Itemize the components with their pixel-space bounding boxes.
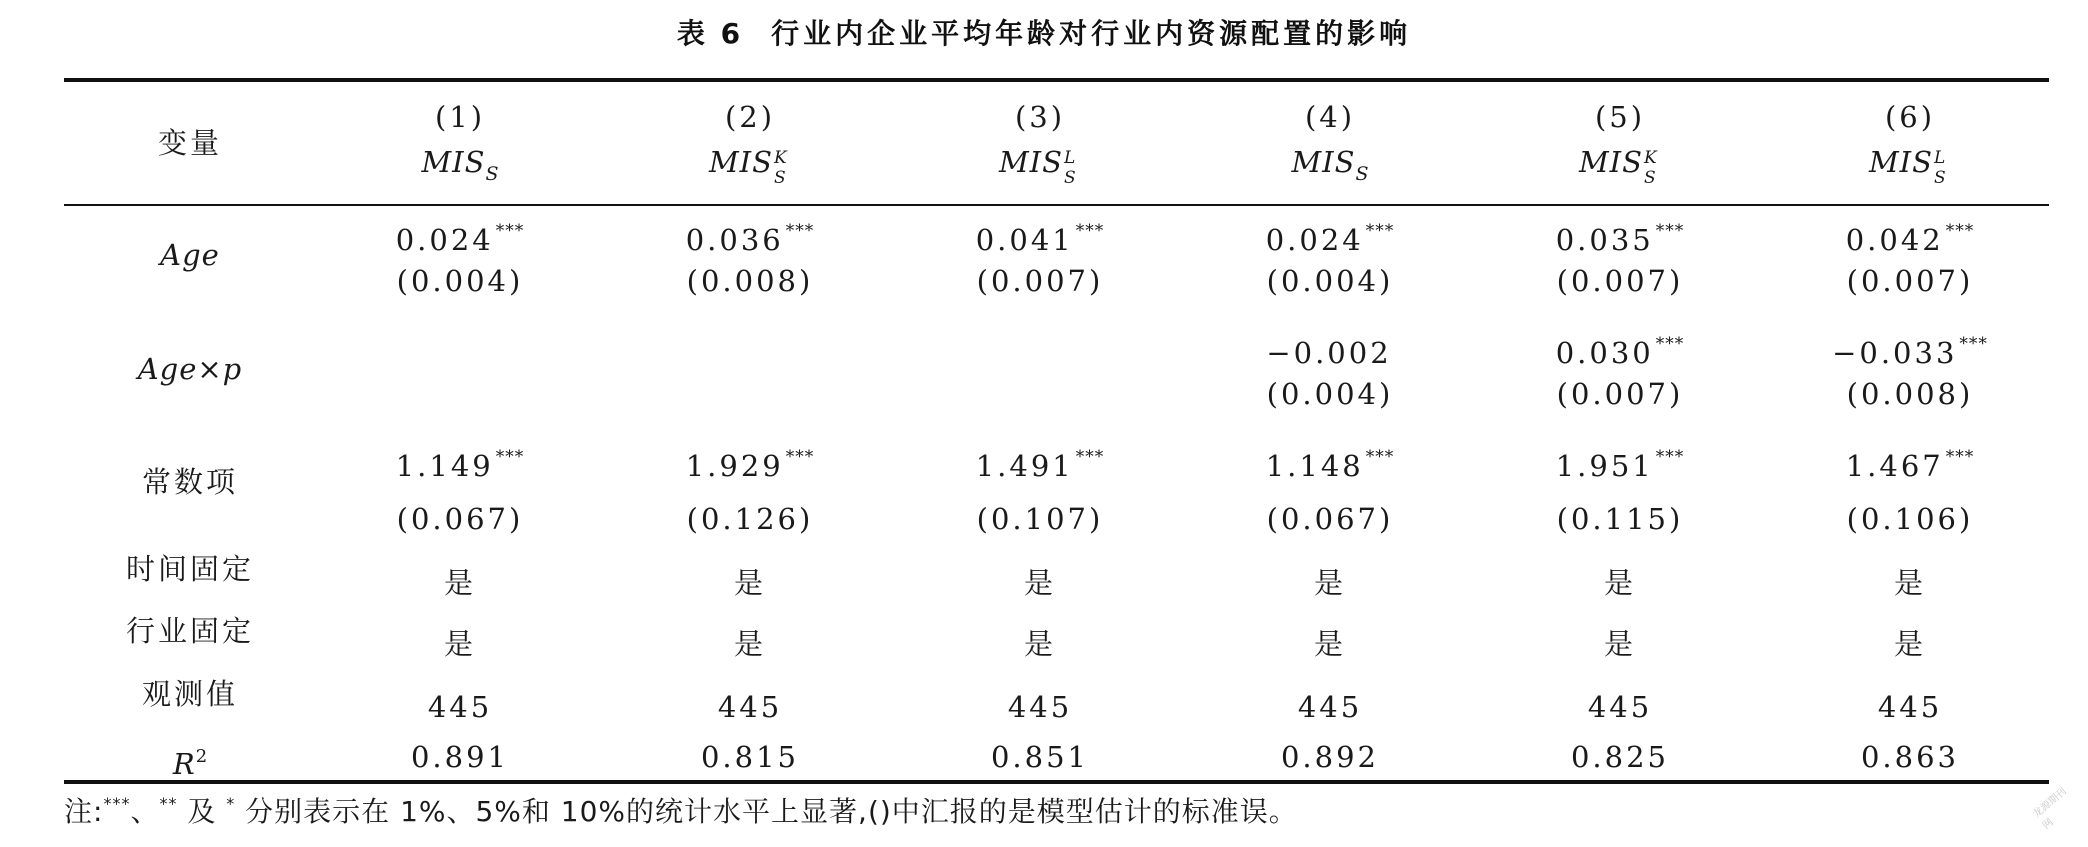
observation-count: 445 <box>1007 690 1073 724</box>
r-squared-value: 0.863 <box>1860 740 1960 774</box>
row-label-constant: 常数项 <box>141 465 238 499</box>
standard-error: (0.004) <box>1266 377 1394 411</box>
standard-error: (0.008) <box>686 264 814 298</box>
row-label-r-squared: $R^2$ <box>172 746 208 781</box>
column-number: (1) <box>434 100 486 134</box>
variable-header: 变量 <box>157 126 222 160</box>
coefficient: 1.929 *** <box>685 447 815 483</box>
column-dependent-variable: MIS K S <box>708 145 787 188</box>
r-squared-value: 0.851 <box>990 740 1090 774</box>
standard-error: (0.007) <box>976 264 1104 298</box>
coefficient: 1.491 *** <box>975 447 1105 483</box>
fixed-effect-flag: 是 <box>1313 566 1346 600</box>
fixed-effect-flag: 是 <box>443 566 476 600</box>
coefficient: 0.024 *** <box>395 221 525 257</box>
column-number: (5) <box>1594 100 1646 134</box>
coefficient: 1.951 *** <box>1555 447 1685 483</box>
r-squared-value: 0.825 <box>1570 740 1670 774</box>
observation-count: 445 <box>1587 690 1653 724</box>
fixed-effect-flag: 是 <box>1893 566 1926 600</box>
column-dependent-variable: $MIS_S$ <box>421 145 499 185</box>
standard-error: (0.126) <box>686 502 814 536</box>
standard-error: (0.107) <box>976 502 1104 536</box>
coefficient: 0.024 *** <box>1265 221 1395 257</box>
standard-error: (0.067) <box>396 502 524 536</box>
fixed-effect-flag: 是 <box>1313 627 1346 661</box>
table-title <box>0 12 2088 52</box>
bottom-rule <box>64 780 2049 784</box>
row-label-industry-fixed: 行业固定 <box>125 614 254 648</box>
fixed-effect-flag: 是 <box>443 627 476 661</box>
coefficient: −0.033 *** <box>1832 334 1988 370</box>
fixed-effect-flag: 是 <box>733 627 766 661</box>
fixed-effect-flag: 是 <box>1023 627 1056 661</box>
observation-count: 445 <box>1877 690 1943 724</box>
watermark: 龙源期刊网 <box>2031 786 2069 832</box>
observation-count: 445 <box>717 690 783 724</box>
r-squared-value: 0.891 <box>410 740 510 774</box>
observation-count: 445 <box>427 690 493 724</box>
standard-error: (0.007) <box>1556 264 1684 298</box>
row-label-observations: 观测值 <box>141 677 238 711</box>
coefficient: 0.042 *** <box>1845 221 1975 257</box>
column-dependent-variable: MIS K S <box>1578 145 1657 188</box>
standard-error: (0.007) <box>1846 264 1974 298</box>
column-dependent-variable: MIS L S <box>1868 145 1946 188</box>
standard-error: (0.067) <box>1266 502 1394 536</box>
top-rule <box>64 78 2049 82</box>
standard-error: (0.004) <box>1266 264 1394 298</box>
standard-error: (0.004) <box>396 264 524 298</box>
column-number: (2) <box>724 100 776 134</box>
fixed-effect-flag: 是 <box>1603 566 1636 600</box>
coefficient: 0.030 *** <box>1555 334 1685 370</box>
column-number: (6) <box>1884 100 1936 134</box>
coefficient: 1.148 *** <box>1265 447 1395 483</box>
coefficient: 0.036 *** <box>685 221 815 257</box>
row-label-time-fixed: 时间固定 <box>125 552 254 586</box>
standard-error: (0.007) <box>1556 377 1684 411</box>
fixed-effect-flag: 是 <box>1023 566 1056 600</box>
standard-error: (0.106) <box>1846 502 1974 536</box>
fixed-effect-flag: 是 <box>1603 627 1636 661</box>
column-dependent-variable: MIS L S <box>998 145 1076 188</box>
r-squared-value: 0.892 <box>1280 740 1380 774</box>
r-squared-value: 0.815 <box>700 740 800 774</box>
table-caption: 行业内企业平均年龄对行业内资源配置的影响 <box>771 17 1412 50</box>
observation-count: 445 <box>1297 690 1363 724</box>
row-label-age-x-p: Age×p <box>137 352 243 386</box>
coefficient: 1.149 *** <box>395 447 525 483</box>
table-note: 注:***、** 及 * 分别表示在 1%、5%和 10%的统计水平上显著,()中汇报的是模型估计的标准误。 <box>64 794 1298 828</box>
standard-error: (0.115) <box>1556 502 1684 536</box>
coefficient: 0.041 *** <box>975 221 1105 257</box>
table-number: 表 6 <box>676 17 744 50</box>
column-number: (3) <box>1014 100 1066 134</box>
header-rule <box>64 204 2049 206</box>
column-number: (4) <box>1304 100 1356 134</box>
fixed-effect-flag: 是 <box>733 566 766 600</box>
standard-error: (0.008) <box>1846 377 1974 411</box>
column-dependent-variable: $MIS_S$ <box>1291 145 1369 185</box>
coefficient: 1.467 *** <box>1845 447 1975 483</box>
row-label-age: Age <box>160 238 220 272</box>
coefficient: −0.002 <box>1266 336 1392 370</box>
coefficient: 0.035 *** <box>1555 221 1685 257</box>
fixed-effect-flag: 是 <box>1893 627 1926 661</box>
